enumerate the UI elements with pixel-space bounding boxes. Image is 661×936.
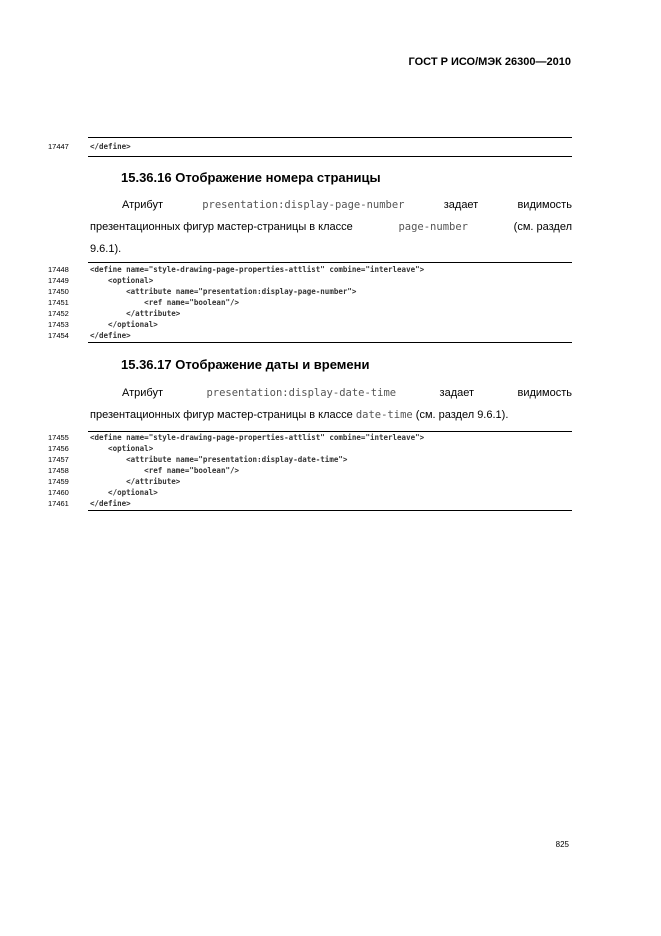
- code-top-rule: [88, 262, 572, 263]
- code-bottom-rule: [88, 156, 572, 157]
- line-number: 17456: [48, 444, 69, 453]
- code-line: [0, 487, 661, 498]
- word: видимость: [517, 199, 572, 211]
- line-number: 17459: [48, 477, 69, 486]
- code-bottom-rule: [88, 342, 572, 343]
- word: видимость: [517, 387, 572, 399]
- word: Атрибут: [122, 387, 163, 399]
- word: задает: [443, 199, 479, 211]
- inline-code: presentation:display-date-time: [206, 387, 397, 399]
- section-heading: 15.36.17 Отображение даты и времени: [121, 357, 370, 372]
- inline-code: presentation:display-page-number: [202, 199, 405, 211]
- section-paragraph: [90, 382, 572, 426]
- word: Атрибут: [122, 199, 163, 211]
- code-text: </optional>: [90, 488, 158, 497]
- code-text: </define>: [90, 499, 131, 508]
- line-number: 17450: [48, 287, 69, 296]
- text: (см. раздел: [513, 221, 572, 233]
- paragraph-line: [90, 216, 572, 238]
- code-text: </define>: [90, 142, 131, 151]
- code-line: [0, 264, 661, 275]
- paragraph-line: [90, 404, 572, 426]
- code-text: <ref name="boolean"/>: [90, 466, 240, 475]
- paragraph-line: [90, 194, 572, 216]
- line-number: 17457: [48, 455, 69, 464]
- page-number: 825: [555, 840, 569, 849]
- code-line: [0, 454, 661, 465]
- code-line: [0, 141, 661, 152]
- code-text: <define name="style-drawing-page-properties-attlist" combine="interleave">: [90, 265, 425, 274]
- code-text: </optional>: [90, 320, 158, 329]
- code-top-rule: [88, 137, 572, 138]
- code-line: [0, 297, 661, 308]
- line-number: 17447: [48, 142, 69, 151]
- line-number: 17454: [48, 331, 69, 340]
- paragraph-line: 9.6.1).: [90, 243, 122, 255]
- code-text: <ref name="boolean"/>: [90, 298, 240, 307]
- code-line: [0, 443, 661, 454]
- code-line: [0, 275, 661, 286]
- section-paragraph: [90, 194, 572, 260]
- code-line: [0, 319, 661, 330]
- text: презентационных фигур мастер-страницы в классе: [90, 221, 353, 233]
- line-number: 17458: [48, 466, 69, 475]
- paragraph-line: [90, 382, 572, 404]
- word: задает: [439, 387, 475, 399]
- code-line: [0, 330, 661, 341]
- document-header: ГОСТ Р ИСО/МЭК 26300—2010: [408, 56, 571, 68]
- code-line: [0, 465, 661, 476]
- code-line: [0, 308, 661, 319]
- code-text: <attribute name="presentation:display-date-time">: [90, 455, 348, 464]
- line-number: 17461: [48, 499, 69, 508]
- inline-code: page-number: [398, 221, 468, 233]
- inline-code: date-time: [355, 409, 413, 421]
- code-text: <define name="style-drawing-page-properties-attlist" combine="interleave">: [90, 433, 425, 442]
- code-line: [0, 432, 661, 443]
- code-line: [0, 286, 661, 297]
- code-text: </define>: [90, 331, 131, 340]
- code-text: </attribute>: [90, 477, 181, 486]
- text: (см. раздел 9.6.1).: [415, 409, 509, 421]
- line-number: 17453: [48, 320, 69, 329]
- section-heading: 15.36.16 Отображение номера страницы: [121, 170, 381, 185]
- line-number: 17455: [48, 433, 69, 442]
- code-bottom-rule: [88, 510, 572, 511]
- code-text: </attribute>: [90, 309, 181, 318]
- code-text: <attribute name="presentation:display-page-number">: [90, 287, 357, 296]
- line-number: 17460: [48, 488, 69, 497]
- line-number: 17448: [48, 265, 69, 274]
- text: презентационных фигур мастер-страницы в классе: [90, 409, 353, 421]
- code-text: <optional>: [90, 444, 154, 453]
- line-number: 17451: [48, 298, 69, 307]
- line-number: 17449: [48, 276, 69, 285]
- code-line: [0, 498, 661, 509]
- line-number: 17452: [48, 309, 69, 318]
- code-line: [0, 476, 661, 487]
- code-text: <optional>: [90, 276, 154, 285]
